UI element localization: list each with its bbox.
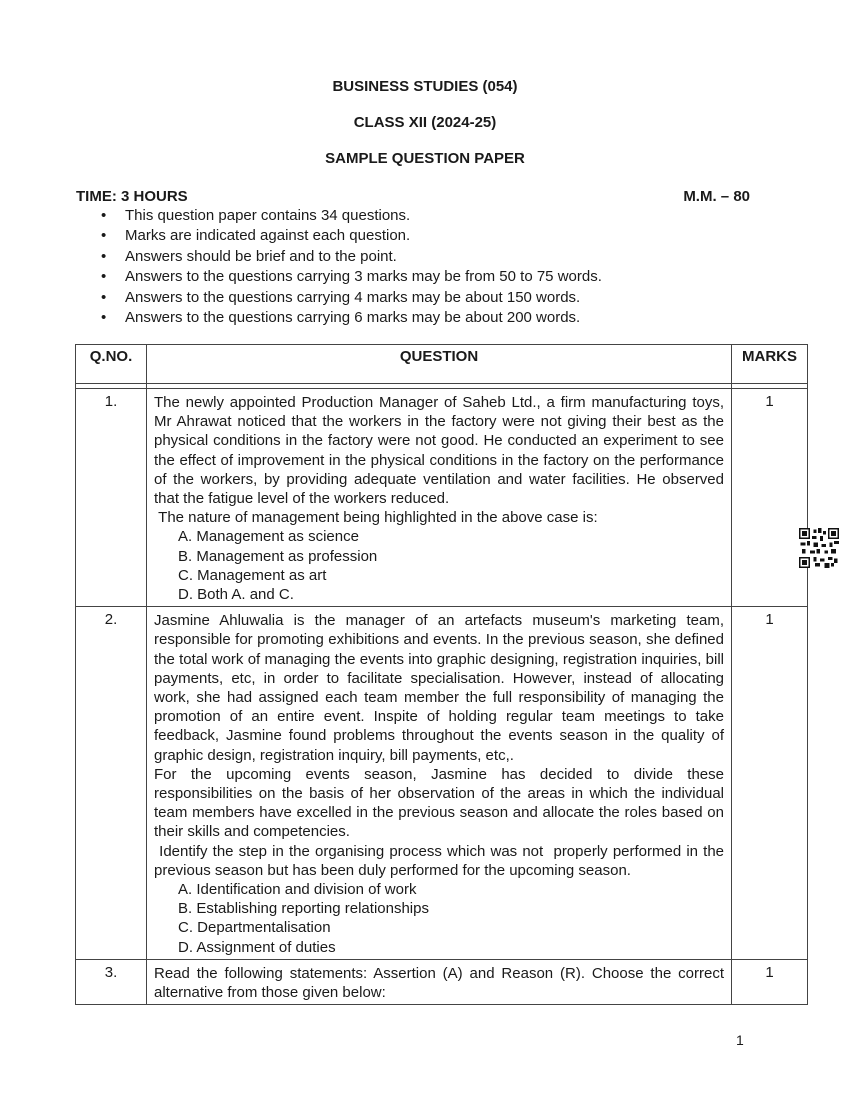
question-table	[75, 344, 808, 1005]
table-row	[76, 607, 808, 960]
option-item: D. Both A. and C.	[178, 586, 294, 604]
option-item: B. Management as profession	[178, 547, 378, 565]
question-marks: 1	[732, 607, 808, 960]
header-qno: Q.NO.	[76, 345, 147, 384]
question-prompt: Identify the step in the organising process which was not properly performed in the previous season but has been duly performed for the upcoming season.	[154, 842, 729, 879]
question-cell	[147, 959, 732, 1004]
question-number: 2.	[76, 607, 147, 960]
table-row	[76, 959, 808, 1004]
question-cell	[147, 607, 732, 960]
question-text: Jasmine Ahluwalia is the manager of an artefacts museum's marketing team, responsible for promoting exhibitions and events. In the previous season, she defined the total work of managing the events into graphic designing, registration inquiries, bill payments, etc, in order to facilitate specialisation. However, instead of allocating work, she had assigned each team member the full responsibility of managing the promotion of an entire event. Inspite of holding regular team meetings to take feedback, Jasmine found problems throughout the events season in the quality of graphic design, registration inquiry, bill payments, etc,.	[154, 612, 724, 764]
question-marks: 1	[732, 389, 808, 607]
option-item: B. Establishing reporting relationships	[178, 900, 429, 918]
option-item: A. Management as science	[178, 528, 359, 546]
max-marks-label: M.M. – 80	[683, 188, 750, 205]
header-question: QUESTION	[147, 345, 732, 384]
page-number: 1	[736, 1032, 744, 1048]
options-list	[154, 527, 724, 604]
time-label: TIME: 3 HOURS	[76, 188, 188, 205]
option-item: C. Management as art	[178, 566, 327, 584]
paper-subject: BUSINESS STUDIES (054)	[332, 78, 518, 95]
instructions-list	[101, 206, 602, 328]
time-marks-row	[76, 188, 750, 205]
question-cell	[147, 389, 732, 607]
question-marks: 1	[732, 959, 808, 1004]
option-item: C. Departmentalisation	[178, 919, 331, 937]
question-text: The newly appointed Production Manager of Saheb Ltd., a firm manufacturing toys, Mr Ahrawat noticed that the workers in the factory were not giving their best as the physical conditions in the factory were not good. He conducted an experiment to see the effect of improvement in the physical conditions in the factory on the performance of the workers, by providing adequate ventilation and water facilities. He observed that the fatigue level of the workers reduced.	[154, 394, 724, 508]
paper-class: CLASS XII (2024-25)	[353, 114, 497, 131]
qr-code-icon	[799, 528, 839, 568]
question-number: 1.	[76, 389, 147, 607]
options-list	[154, 880, 724, 957]
question-text-continued: For the upcoming events season, Jasmine has decided to divide these responsibilities on the basis of her observation of the areas in which the individual team members have excelled in the previous season and allocate the roles based on their skills and competencies.	[154, 765, 724, 841]
option-item: D. Assignment of duties	[178, 938, 336, 956]
question-text: Read the following statements: Assertion (A) and Reason (R). Choose the correct alternative from those given below:	[154, 964, 724, 1002]
instruction-item: • Answers to the questions carrying 3 marks may be from 50 to 75 words.	[101, 267, 602, 287]
question-number: 3.	[76, 959, 147, 1004]
instruction-item: • This question paper contains 34 questions.	[101, 206, 602, 226]
instruction-item: • Answers should be brief and to the point.	[101, 247, 602, 267]
table-header-row	[76, 345, 808, 384]
instruction-item: • Answers to the questions carrying 4 marks may be about 150 words.	[101, 288, 602, 308]
header-marks: MARKS	[732, 345, 808, 384]
question-prompt: The nature of management being highlighted in the above case is:	[154, 509, 598, 527]
table-row	[76, 389, 808, 607]
paper-title: SAMPLE QUESTION PAPER	[325, 150, 525, 167]
instruction-item: • Answers to the questions carrying 6 marks may be about 200 words.	[101, 308, 602, 328]
option-item: A. Identification and division of work	[178, 881, 417, 899]
instruction-item: • Marks are indicated against each question.	[101, 226, 602, 246]
